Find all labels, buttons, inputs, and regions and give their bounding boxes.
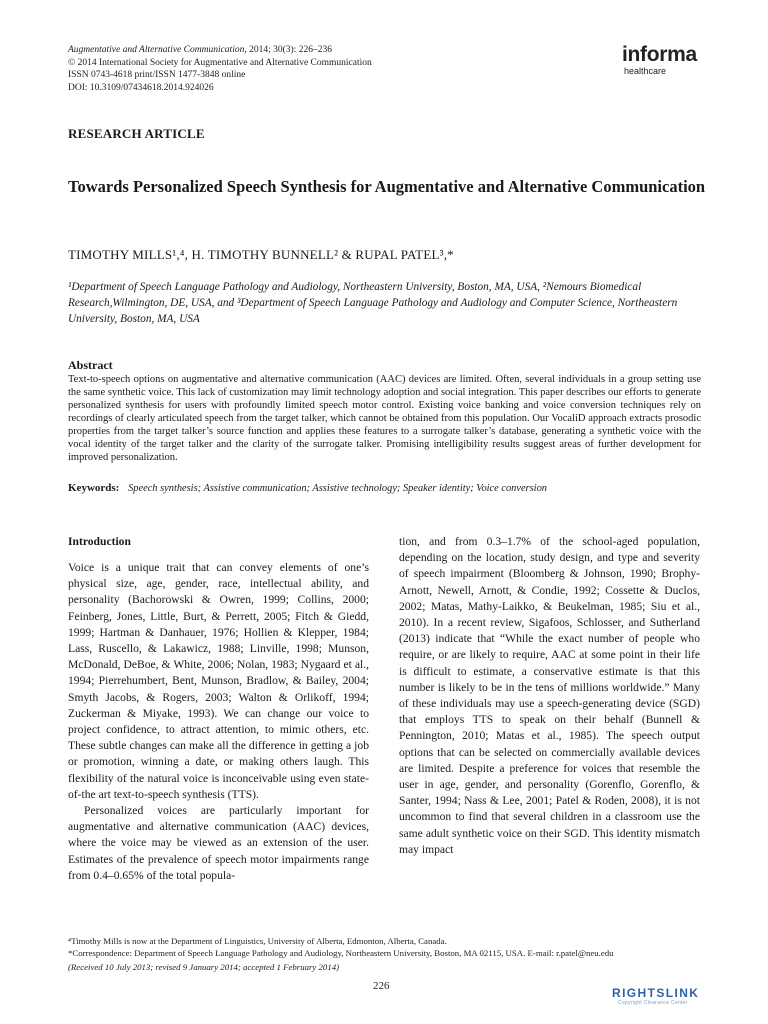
keywords-label: Keywords: <box>68 482 120 494</box>
section-heading-introduction: Introduction <box>68 535 131 548</box>
keywords <box>68 482 547 494</box>
keywords-value: Speech synthesis; Assistive communication; Assistive technology; Speaker identity; Voice conversion <box>128 483 547 494</box>
journal-doi: DOI: 10.3109/07434618.2014.924026 <box>68 82 214 93</box>
journal-copyright: © 2014 International Society for Augmentative and Alternative Communication <box>68 57 372 68</box>
journal-name: Augmentative and Alternative Communication <box>68 45 245 55</box>
author-list: TIMOTHY MILLS¹,⁴, H. TIMOTHY BUNNELL² & RUPAL PATEL³,* <box>68 247 454 262</box>
footnotes <box>68 935 708 959</box>
article-type: RESEARCH ARTICLE <box>68 126 205 141</box>
abstract-heading: Abstract <box>68 358 113 372</box>
rightslink-logo <box>612 986 699 1006</box>
intro-paragraph-2-continued: tion, and from 0.3–1.7% of the school-aged population, depending on the location, study design, and type and severity of speech impairment (Bloomberg & Johnson, 1990; Brophy-Arnott, Newell, Arnott, & Condie, 1992; Cossette & Duclos, 2002; Matas, Mathy-Laikko, & Beukelman, 1985; Siu et al., 2010). In a recent review, Sigafoos, Schlosser, and Sutherland (2013) indicate that “While the exact number of people who require, or are likely to require, AAC at some point in their life is difficult to estimate, a conservative estimate is that this number is likely to be in the tens of millions worldwide.” Many of these individuals may use a speech-generating device (SGD) that employs TTS to speak on their behalf (Bunnell & Pennington, 2010; Matas et al., 1985). The speech output options that can be selected on commercially available devices are limited. Despite a preference for voices that resemble the user in age, gender, and personality (Gorenflo, Gorenflo, & Santer, 1994; Nass & Lee, 2001; Patel & Roden, 2008), it is not uncommon to find that several children in a classroom use the same adult synthetic voice on their SGD. This identity mismatch may impact <box>399 535 700 856</box>
footnote-author-note: ⁴Timothy Mills is now at the Department of Linguistics, University of Alberta, Edmonton, Alberta, Canada. <box>68 936 447 946</box>
left-column <box>68 534 369 884</box>
publisher-name: informa <box>622 43 697 66</box>
rightslink-sublabel: Copyright Clearance Center <box>618 1000 688 1006</box>
journal-citation <box>68 44 372 57</box>
abstract-text: Text-to-speech options on augmentative and alternative communication (AAC) devices are limited. Often, several individuals in a group setting use the same synthetic voice. This lack of customization may limit technology adoption and social integration. This paper describes our efforts to generate personalized synthesis for users with profoundly limited speech motor control. Existing voice banking and voice conversion techniques rely on recordings of clearly articulated speech from the target talker, which cannot be obtained from this population. Our VocaliD approach extracts prosodic properties from the target talker’s source function and applies these features to a surrogate talker’s database, generating a synthetic voice with the vocal identity of the target talker and the clarity of the surrogate talker. Promising intelligibility results suggest areas of further development for improved personalization. <box>68 374 701 463</box>
journal-header <box>68 44 372 94</box>
journal-issn: ISSN 0743-4618 print/ISSN 1477-3848 online <box>68 70 246 80</box>
article-title: Towards Personalized Speech Synthesis for Augmentative and Alternative Communication <box>68 177 706 196</box>
received-dates: (Received 10 July 2013; revised 9 January 2014; accepted 1 February 2014) <box>68 962 340 972</box>
publisher-logo <box>622 44 697 77</box>
page-number: 226 <box>373 980 390 992</box>
intro-paragraph-1: Voice is a unique trait that can convey elements of one’s physical size, age, gender, race, intellectual ability, and personality (Bachorowski & Owren, 1999; Collins, 2000; Feinberg, Jones, Little, Burt, & Perrett, 2005; Fitch & Giedd, 1999; Hartman & Danhauer, 1976; Hollien & Klepper, 1984; Lass, Ruscello, & Lakawicz, 1988; Linville, 1998; Munson, McDonald, DeBoe, & White, 2006; Nolan, 1983; Nygaard et al., 1994; Pierrehumbert, Bent, Munson, Bradlow, & Bailey, 2004; Smyth Jacobs, & Rogers, 2003; Walton & Orlikoff, 1994; Zuckerman & Miyake, 1993). We can change our voice to project confidence, to attract attention, to mimic others, etc. These subtle changes can make all the difference in getting a job or promotion, winning a date, or making others laugh. This flexibility of the natural voice is inconceivable using even state-of-the art text-to-speech synthesis (TTS). <box>68 561 369 801</box>
footnote-correspondence: *Correspondence: Department of Speech Language Pathology and Audiology, Northeastern University, Boston, MA 02115, USA. E-mail: r.patel@neu.edu <box>68 948 614 958</box>
rightslink-label: RIGHTSLINK <box>612 986 700 1000</box>
intro-paragraph-2: Personalized voices are particularly important for augmentative and alternative communication (AAC) devices, where the voice may be viewed as an extension of the user. Estimates of the prevalence of speech motor impairments range from 0.4–0.65% of the total popula- <box>68 804 369 882</box>
journal-issue: , 2014; 30(3): 226–236 <box>244 45 332 55</box>
publisher-subtitle: healthcare <box>624 66 667 76</box>
affiliations: ¹Department of Speech Language Pathology and Audiology, Northeastern University, Boston, MA, USA, ²Nemours Biomedical Research,Wilmington, DE, USA, and ³Department of Speech Language Pathology and Audiology and Computer Science, Northeastern University, Boston, MA, USA <box>68 281 678 325</box>
right-column <box>399 534 700 858</box>
